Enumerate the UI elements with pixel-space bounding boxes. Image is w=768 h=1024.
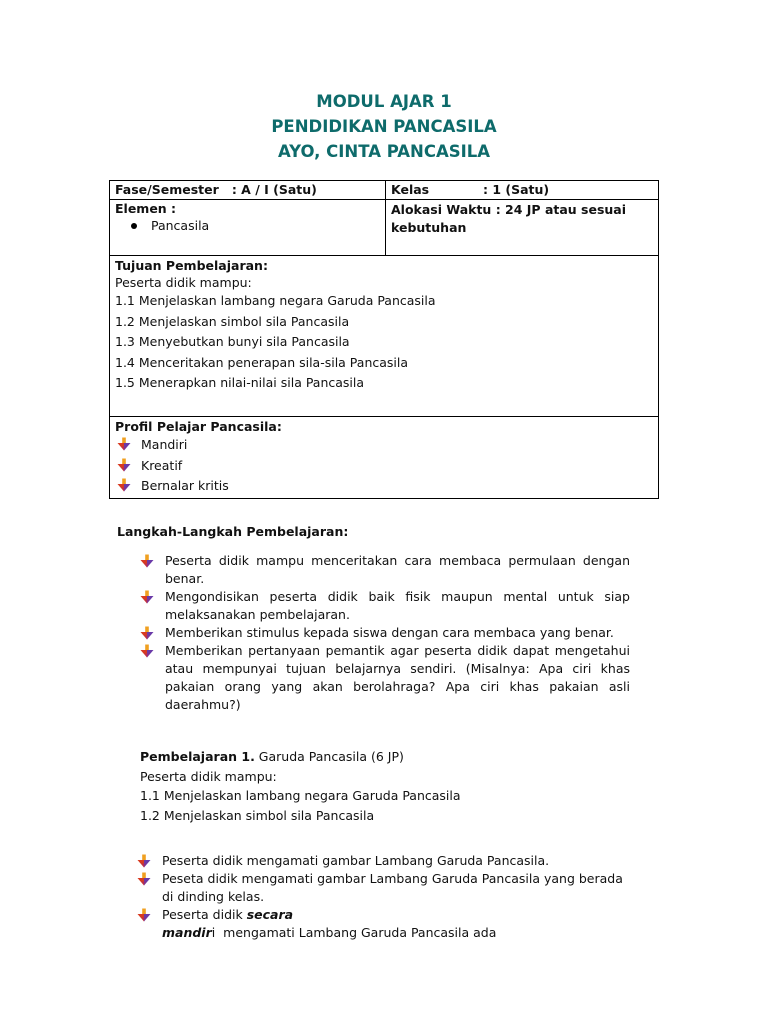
profil-item <box>115 435 653 456</box>
tujuan-item: 1.4 Menceritakan penerapan sila-sila Pancasila <box>115 354 409 370</box>
langkah-list <box>140 552 630 714</box>
pembelajaran-1-item: 1.2 Menjelaskan simbol sila Pancasila <box>140 807 375 823</box>
langkah-item-text: Peserta didik mampu menceritakan cara membaca permulaan dengan benar. <box>165 553 630 586</box>
profil-heading: Profil Pelajar Pancasila: <box>115 419 282 434</box>
kegiatan-item-text: Peserta didik mengamati gambar Lambang Garuda Pancasila. <box>162 853 550 868</box>
arrow-bullet-icon <box>117 458 131 472</box>
tujuan-heading: Tujuan Pembelajaran: <box>115 258 268 273</box>
tujuan-item: 1.5 Menerapkan nilai-nilai sila Pancasila <box>115 375 365 390</box>
langkah-heading: Langkah-Langkah Pembelajaran: <box>117 524 349 539</box>
profil-item-text: Bernalar kritis <box>141 478 229 493</box>
tujuan-cell <box>110 256 659 417</box>
alokasi-line-1: Alokasi Waktu : 24 JP atau sesuai <box>391 202 627 217</box>
profil-item-text: Kreatif <box>141 457 183 473</box>
langkah-item <box>140 588 630 624</box>
langkah-item-text: Mengondisikan peserta didik baik fisik maupun mental untuk siap melaksanakan pembelajaran. <box>165 589 630 622</box>
pembelajaran-1-item: 1.1 Menjelaskan lambang negara Garuda Pancasila <box>140 788 461 803</box>
arrow-bullet-icon <box>140 644 154 658</box>
langkah-item <box>140 552 630 588</box>
arrow-bullet-icon <box>137 872 151 886</box>
profil-cell <box>110 417 659 499</box>
title-line-2: PENDIDIKAN PANCASILA <box>271 117 497 136</box>
arrow-bullet-icon <box>140 554 154 568</box>
kegiatan-item-text: Peseta didik mengamati gambar Lambang Garuda Pancasila yang berada <box>162 871 623 886</box>
kelas-cell <box>386 181 659 200</box>
document-title <box>0 89 768 164</box>
fase-label: Fase/Semester : A / I (Satu) <box>115 182 317 197</box>
kelas-label: Kelas <box>391 182 430 197</box>
profil-item <box>115 456 653 477</box>
kegiatan-item <box>137 870 627 906</box>
kegiatan-item-text: di dinding kelas. <box>162 889 265 904</box>
kelas-value: : 1 (Satu) <box>483 182 550 197</box>
arrow-bullet-icon <box>117 437 131 451</box>
title-line-1: MODUL AJAR 1 <box>316 92 452 111</box>
info-table <box>109 180 659 499</box>
kegiatan-item <box>137 852 627 870</box>
tujuan-item: 1.2 Menjelaskan simbol sila Pancasila <box>115 313 350 329</box>
kegiatan-item-text: Peserta didik <box>162 907 247 922</box>
langkah-item-text: Memberikan pertanyaan pemantik agar peserta didik dapat mengetahui atau mempunyai tujuan belajarnya sendiri. (Misalnya: Apa ciri khas pakaian orang yang akan berolahraga? Apa ciri khas pakaian asli daerahmu?) <box>165 643 630 712</box>
langkah-item <box>140 642 630 714</box>
langkah-item <box>140 624 630 642</box>
alokasi-line-2: kebutuhan <box>391 220 467 235</box>
tujuan-intro: Peserta didik mampu: <box>115 275 252 290</box>
kegiatan-item-emphasis: secara mandir <box>162 907 294 940</box>
kegiatan-item-text: i mengamati Lambang Garuda Pancasila ada <box>211 925 497 940</box>
bullet-dot-icon <box>131 223 137 229</box>
arrow-bullet-icon <box>140 626 154 640</box>
elemen-cell <box>110 200 386 256</box>
arrow-bullet-icon <box>137 854 151 868</box>
arrow-bullet-icon <box>140 590 154 604</box>
elemen-label: Elemen : <box>115 201 177 216</box>
pembelajaran-1-intro: Peserta didik mampu: <box>140 768 277 784</box>
title-line-3: AYO, CINTA PANCASILA <box>277 142 491 161</box>
elemen-item-text: Pancasila <box>151 218 210 233</box>
pembelajaran-1-label: Pembelajaran 1. <box>140 749 255 764</box>
arrow-bullet-icon <box>117 478 131 492</box>
langkah-item-text: Memberikan stimulus kepada siswa dengan cara membaca yang benar. <box>165 625 614 640</box>
arrow-bullet-icon <box>137 908 151 922</box>
profil-item-text: Mandiri <box>141 437 188 452</box>
pembelajaran-1-title <box>140 747 461 767</box>
pembelajaran-1-name: Garuda Pancasila (6 JP) <box>254 749 404 764</box>
alokasi-cell <box>386 200 659 256</box>
tujuan-item: 1.3 Menyebutkan bunyi sila Pancasila <box>115 334 350 349</box>
kegiatan-list <box>137 852 627 942</box>
tujuan-item: 1.1 Menjelaskan lambang negara Garuda Pancasila <box>115 293 436 308</box>
fase-cell <box>110 181 386 200</box>
elemen-item <box>115 218 380 233</box>
kegiatan-item <box>137 906 627 942</box>
profil-item <box>115 476 653 497</box>
pembelajaran-1-section <box>140 747 461 825</box>
